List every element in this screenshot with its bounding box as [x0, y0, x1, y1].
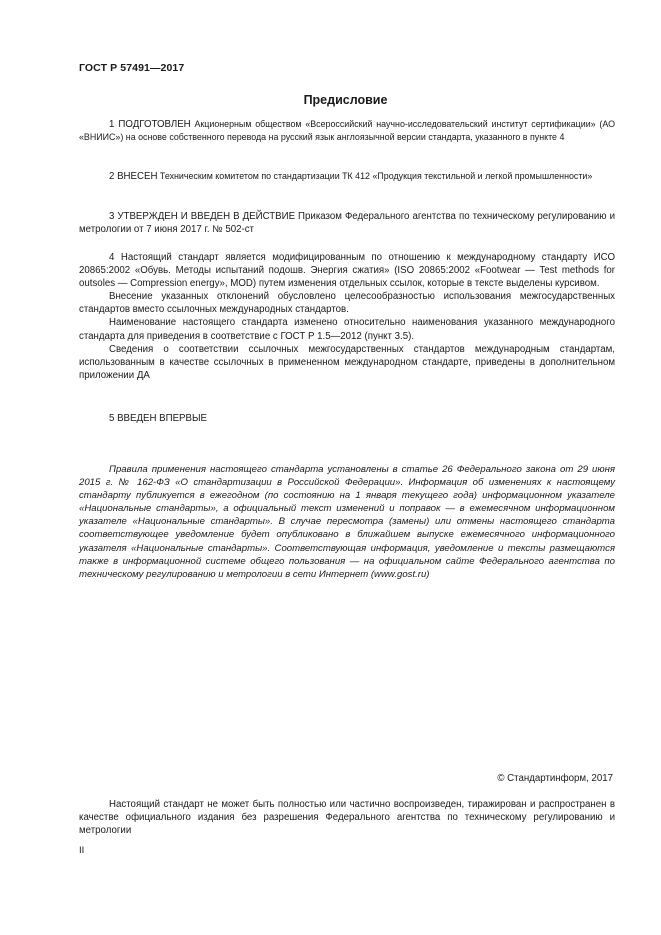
- section-2-text: Техническим комитетом по стандартизации ТК 412 «Продукция текстильной и легкой промышленности»: [157, 171, 593, 181]
- copyright-line: © Стандартинформ, 2017: [497, 773, 613, 784]
- section-3-text: Приказом Федерального агентства по техническому регулированию и метрологии от 7 июня 2017 г. № 502-ст: [79, 211, 615, 236]
- section-4-paragraph-2: Внесение указанных отклонений обусловлено целесообразностью использования межгосударственных стандартов вместо ссылочных международных стандартов.: [79, 291, 615, 316]
- document-code-header: ГОСТ Р 57491—2017: [79, 62, 185, 74]
- section-4-paragraph-1: 4 Настоящий стандарт является модифицированным по отношению к международному стандарту ИСО 20865:2002 «Обувь. Методы испытаний подошв. Энергия сжатия» (ISO 20865:2002 «Footwear — Test methods for outsoles — Compression energy», MOD) путем изменения отдельных ссылок, которые в тексте выделены курсивом.: [79, 252, 615, 290]
- section-2-introduced: [79, 170, 615, 183]
- page-title: Предисловие: [303, 93, 388, 107]
- section-1-prepared: [79, 118, 615, 144]
- section-5-text: 5 ВВЕДЕН ВПЕРВЫЕ: [109, 413, 208, 424]
- section-4-modification: [79, 251, 615, 382]
- section-1-text: Акционерным обществом «Всероссийский научно-исследовательский институт сертификации» (АО «ВНИИС») на основе собственного перевода на русский язык англоязычной версии стандарта, указанного в пункте 4: [79, 119, 615, 143]
- section-1-lead: 1 ПОДГОТОВЛЕН: [109, 119, 191, 130]
- section-3-approved: [79, 210, 615, 236]
- section-3-lead: 3 УТВЕРЖДЕН И ВВЕДЕН В ДЕЙСТВИЕ: [109, 211, 296, 222]
- rules-notice: Правила применения настоящего стандарта установлены в статье 26 Федерального закона от 29 июня 2015 г. № 162-ФЗ «О стандартизации в Российской Федерации». Информация об изменениях к настоящему стандарту публикуется в ежегодном (по состоянию на 1 января текущего года) информационном указателе «Национальные стандарты», а официальный текст изменений и поправок — в ежемесячном информационном указателе «Национальные стандарты». В случае пересмотра (замены) или отмены настоящего стандарта соответствующее уведомление будет опубликовано в ближайшем выпуске ежемесячного информационного указателя «Национальные стандарты». Соответствующая информация, уведомление и тексты размещаются также в информационной системе общего пользования — на официальном сайте Федерального агентства по техническому регулированию и метрологии в сети Интернет (www.gost.ru): [79, 464, 615, 580]
- section-2-lead: 2 ВНЕСЕН: [109, 171, 158, 182]
- page-number: II: [79, 845, 85, 856]
- reproduction-notice: Настоящий стандарт не может быть полностью или частично воспроизведен, тиражирован и распространен в качестве официального издания без разрешения Федерального агентства по техническому регулированию и метрологии: [79, 799, 615, 837]
- section-5-first-introduced: [79, 412, 615, 425]
- section-4-paragraph-3: Наименование настоящего стандарта изменено относительно наименования указанного международного стандарта для приведения в соответствие с ГОСТ Р 1.5—2012 (пункт 3.5).: [79, 317, 615, 342]
- section-4-paragraph-4: Сведения о соответствии ссылочных межгосударственных стандартов международным стандартам, использованным в качестве ссылочных в примененном международном стандарте, приведены в дополнительном приложении ДА: [79, 343, 615, 381]
